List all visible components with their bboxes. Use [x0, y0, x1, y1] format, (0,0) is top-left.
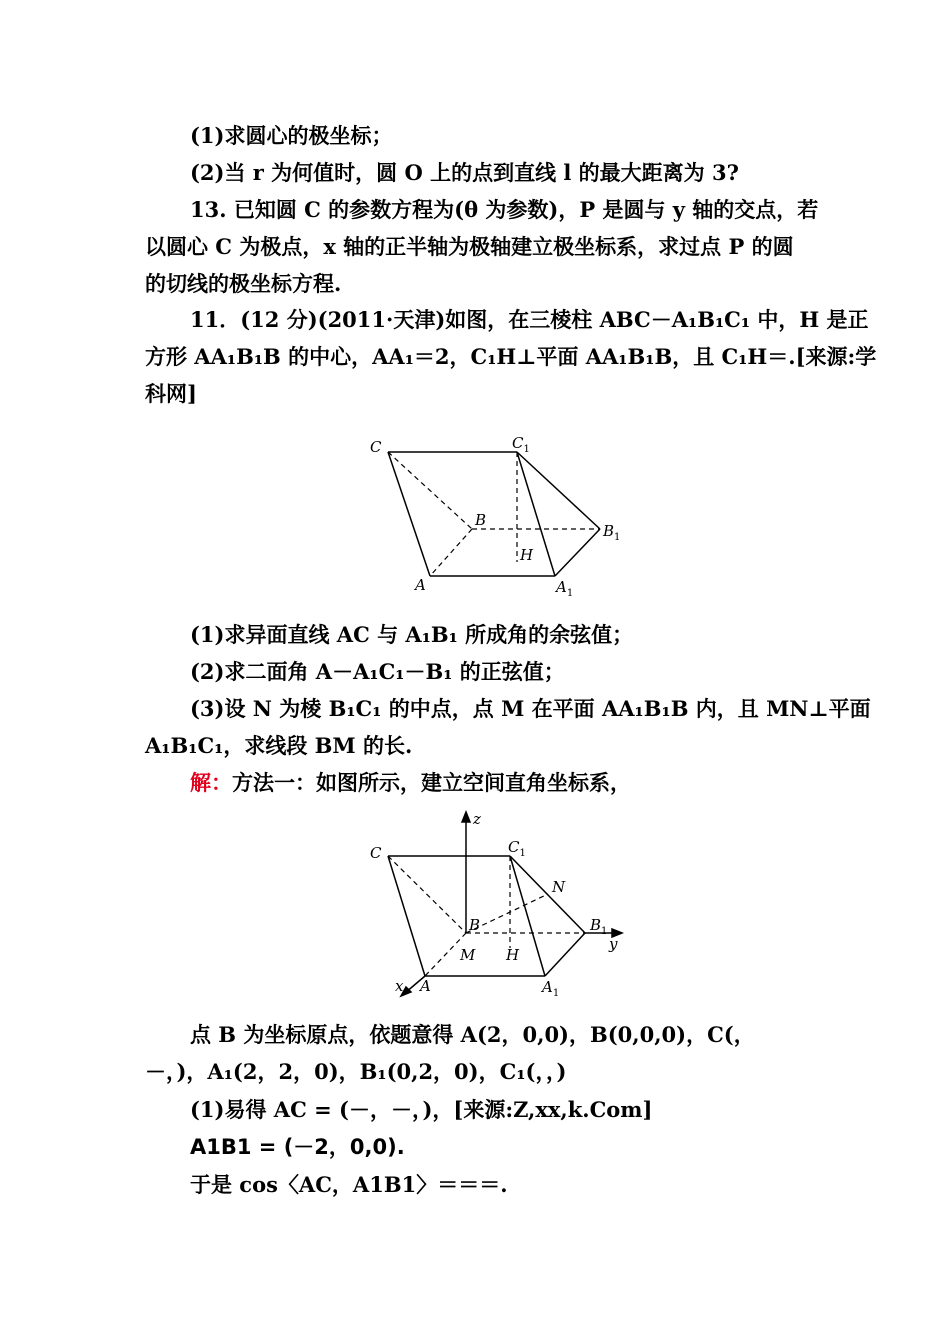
vector-line: A1B1 = (－2，0,0).	[190, 1135, 405, 1159]
solution-text: 方法一：如图所示，建立空间直角坐标系，	[232, 770, 631, 795]
label-B1: $B_1$	[603, 522, 621, 543]
label-B: B	[469, 916, 481, 934]
text-line: 的切线的极坐标方程.	[145, 271, 342, 296]
label-A1: $A_1$	[556, 578, 574, 599]
label-H: H	[506, 946, 520, 964]
problem-11-line: 11．(12 分)(2011·天津)如图，在三棱柱 ABC－A₁B₁C₁ 中，H 是正	[190, 307, 869, 332]
text-line: 科网]	[145, 381, 197, 406]
text-line: 以圆心 C 为极点，x 轴的正半轴为极轴建立极坐标系，求过点 P 的圆	[145, 234, 794, 259]
problem-13-line: 13. 已知圆 C 的参数方程为(θ 为参数)，P 是圆与 y 轴的交点，若	[190, 197, 819, 222]
label-B1: $B_1$	[590, 916, 608, 937]
label-C: C	[370, 438, 382, 456]
coordinates-line-1: 点 B 为坐标原点，依题意得 A(2，0,0)，B(0,0,0)，C(，	[190, 1022, 755, 1047]
text-line: (2)当 r 为何值时，圆 O 上的点到直线 l 的最大距离为 3?	[190, 160, 739, 185]
label-A: A	[415, 576, 426, 594]
label-A: A	[420, 977, 431, 995]
label-x: x	[395, 977, 404, 995]
label-M: M	[460, 946, 476, 964]
label-C: C	[370, 844, 382, 862]
label-A1: $A_1$	[542, 978, 560, 998]
solution-label: 解：	[190, 770, 232, 795]
answer-1: (1)易得 AC = (－，－，)，[来源:Z,xx,k.Com]	[190, 1097, 653, 1122]
label-H: H	[520, 546, 534, 564]
label-B: B	[475, 511, 487, 529]
prism-figure-1	[360, 430, 630, 600]
question-3: (3)设 N 为棱 B₁C₁ 的中点，点 M 在平面 AA₁B₁B 内，且 MN⊥平面	[190, 696, 871, 721]
label-C1: $C_1$	[508, 838, 526, 859]
cos-line: 于是 cos〈AC，A1B1〉＝＝＝.	[190, 1172, 508, 1197]
solution-line	[190, 768, 860, 798]
label-y: y	[609, 935, 618, 953]
prism-figure-2	[360, 808, 630, 998]
text-line: A₁B₁C₁，求线段 BM 的长.	[145, 733, 413, 758]
question-1: (1)求异面直线 AC 与 A₁B₁ 所成角的余弦值；	[190, 622, 634, 647]
label-z: z	[473, 810, 481, 828]
text-line: (1)求圆心的极坐标；	[190, 123, 393, 148]
text-line: 方形 AA₁B₁B 的中心，AA₁＝2，C₁H⊥平面 AA₁B₁B，且 C₁H＝.[来源:学	[145, 344, 877, 369]
coordinates-line-2: －，)，A₁(2，2，0)，B₁(0,2，0)，C₁(，，)	[145, 1059, 567, 1084]
question-2: (2)求二面角 A－A₁C₁－B₁ 的正弦值；	[190, 659, 565, 684]
label-C1: $C_1$	[512, 434, 530, 455]
label-N: N	[552, 878, 566, 896]
